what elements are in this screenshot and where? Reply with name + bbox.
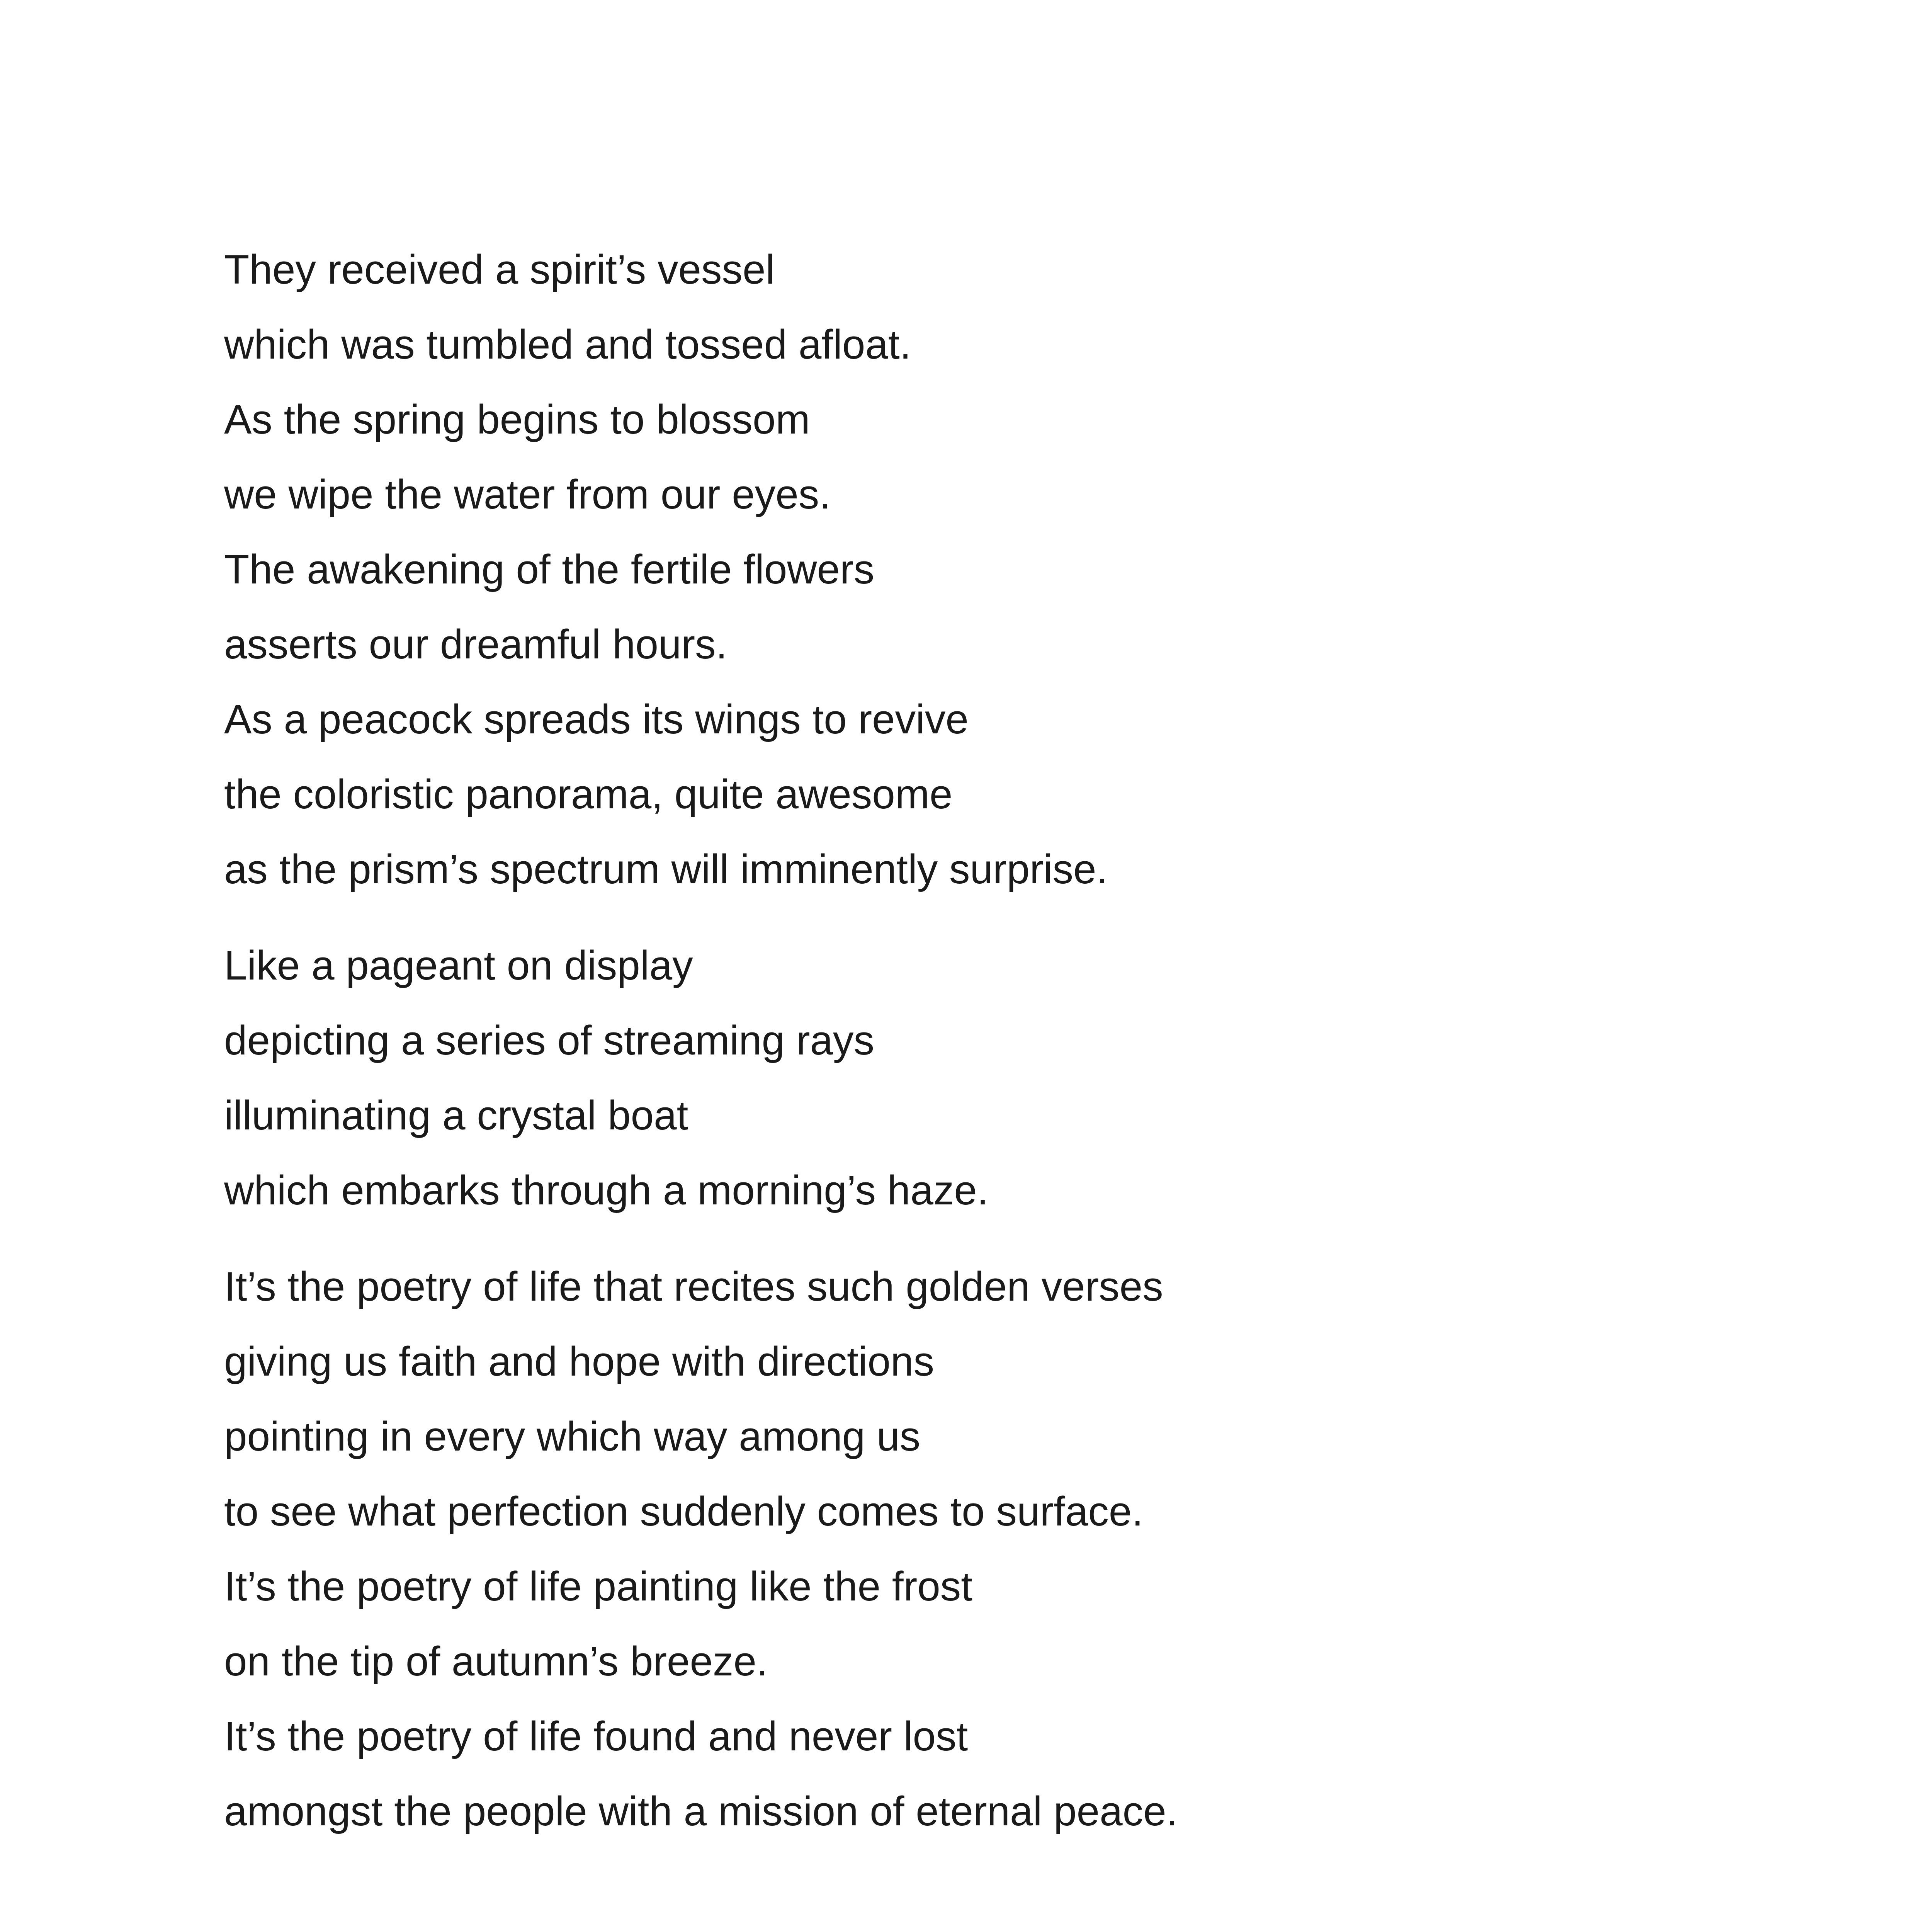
poem-line: It’s the poetry of life that recites such golden verses: [224, 1263, 1163, 1310]
poem-body: [224, 232, 1769, 1870]
poem-line: as the prism’s spectrum will imminently surprise.: [224, 846, 1108, 892]
poem-line: It’s the poetry of life painting like the frost: [224, 1563, 972, 1609]
poem-line: They received a spirit’s vessel: [224, 246, 775, 293]
poem-line: Like a pageant on display: [224, 942, 693, 988]
stanza-1: [224, 232, 1769, 906]
stanza-3: [224, 1249, 1769, 1849]
poem-line: It’s the poetry of life found and never lost: [224, 1713, 968, 1759]
poem-line: on the tip of autumn’s breeze.: [224, 1638, 768, 1684]
poem-line: which embarks through a morning’s haze.: [224, 1167, 989, 1213]
poem-line: The awakening of the fertile flowers: [224, 546, 875, 592]
poem-line: asserts our dreamful hours.: [224, 621, 727, 667]
poem-line: depicting a series of streaming rays: [224, 1017, 875, 1063]
poem-line: we wipe the water from our eyes.: [224, 471, 831, 517]
poem-line: amongst the people with a mission of eternal peace.: [224, 1788, 1178, 1834]
poem-line: As the spring begins to blossom: [224, 396, 810, 442]
poem-line: As a peacock spreads its wings to revive: [224, 696, 969, 742]
poem-line: pointing in every which way among us: [224, 1413, 921, 1459]
poem-line: to see what perfection suddenly comes to surface.: [224, 1488, 1144, 1534]
stanza-2: [224, 928, 1769, 1228]
poem-line: which was tumbled and tossed afloat.: [224, 321, 911, 367]
poem-line: the coloristic panorama, quite awesome: [224, 771, 953, 817]
poem-line: giving us faith and hope with directions: [224, 1338, 934, 1384]
poem-line: illuminating a crystal boat: [224, 1092, 688, 1138]
